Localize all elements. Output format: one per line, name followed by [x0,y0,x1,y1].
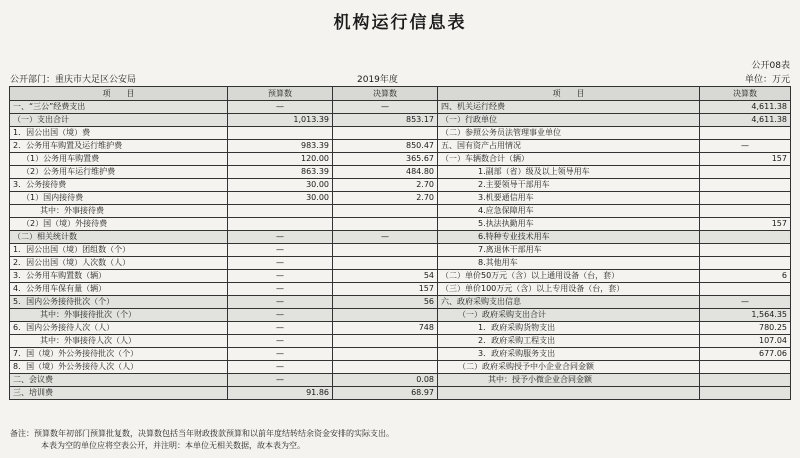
row-right-final [700,127,791,140]
row-right-item: 其中：授予小微企业合同金额 [438,374,700,387]
row-right-item: （一）行政单位 [438,114,700,127]
row-left-item: （2）公务用车运行维护费 [10,166,228,179]
page-title: 机构运行信息表 [333,13,467,33]
row-right-final [700,361,791,374]
table-row [10,218,791,231]
table-row [10,244,791,257]
row-right-item: 2.主要领导干部用车 [438,179,700,192]
unit-label: 单位：万元 [744,75,790,85]
row-left-item: 6．国内公务接待人次（人） [10,322,228,335]
table-row [10,231,791,244]
row-right-item [438,387,700,400]
table-row [10,361,791,374]
table-row [10,179,791,192]
row-right-final [700,283,791,296]
row-budget: — [228,309,333,322]
row-right-final: 157 [700,153,791,166]
table-row [10,166,791,179]
row-final: 853.17 [333,114,438,127]
department-label: 公开部门：重庆市大足区公安局 [10,75,137,85]
table-row [10,192,791,205]
row-budget [228,218,333,231]
row-final: — [333,231,438,244]
row-budget: 983.39 [228,140,333,153]
table-row [10,335,791,348]
table-row [10,374,791,387]
row-final: — [333,101,438,114]
row-right-final [700,374,791,387]
row-right-item: 1．政府采购货物支出 [438,322,700,335]
row-budget: — [228,322,333,335]
row-budget: — [228,257,333,270]
row-final [333,361,438,374]
row-final: 68.97 [333,387,438,400]
row-final [333,335,438,348]
row-final [333,257,438,270]
row-final [333,127,438,140]
row-right-item: 3.机要通信用车 [438,192,700,205]
row-right-final: 1,564.35 [700,309,791,322]
row-right-final: — [700,140,791,153]
table-row [10,127,791,140]
row-right-final: 4,611.38 [700,101,791,114]
row-left-item: 其中：外事接待费 [10,205,228,218]
row-left-item: 1．因公出国（境）费 [10,127,228,140]
row-final: 365.67 [333,153,438,166]
row-budget: — [228,348,333,361]
row-final: 2.70 [333,192,438,205]
row-final: 56 [333,296,438,309]
row-right-item: （二）参照公务员法管理事业单位 [438,127,700,140]
row-right-item: 四、机关运行经费 [438,101,700,114]
row-right-final [700,166,791,179]
row-budget: — [228,231,333,244]
row-left-item: 8．国（境）外公务接待人次（人） [10,361,228,374]
table-row [10,205,791,218]
row-left-item: 其中：外事接待人次（人） [10,335,228,348]
row-right-item: （三）单价100万元（含）以上专用设备（台，套） [438,283,700,296]
row-right-item: 六、政府采购支出信息 [438,296,700,309]
row-right-final: 6 [700,270,791,283]
row-budget: — [228,101,333,114]
row-budget: 1,013.39 [228,114,333,127]
row-final: 2.70 [333,179,438,192]
row-final: 748 [333,322,438,335]
table-header-row [10,87,791,101]
row-right-final: 4,611.38 [700,114,791,127]
row-right-final: 780.25 [700,322,791,335]
row-final: 0.08 [333,374,438,387]
row-budget: — [228,244,333,257]
row-left-item: （2）国（境）外接待费 [10,218,228,231]
row-final: 850.47 [333,140,438,153]
row-right-final: — [700,296,791,309]
row-left-item: 二、会议费 [10,374,228,387]
row-budget: — [228,296,333,309]
row-budget: 30.00 [228,192,333,205]
row-right-final [700,387,791,400]
row-right-item: 4.应急保障用车 [438,205,700,218]
row-budget: — [228,361,333,374]
row-right-final: 107.04 [700,335,791,348]
row-right-final: 677.06 [700,348,791,361]
row-right-item: （一）车辆数合计（辆） [438,153,700,166]
row-left-item: 一、“三公”经费支出 [10,101,228,114]
row-left-item: 3．公务接待费 [10,179,228,192]
row-right-item: 1.副部（省）级及以上领导用车 [438,166,700,179]
table-row [10,309,791,322]
row-left-item: 2．因公出国（境）人次数（人） [10,257,228,270]
row-left-item: （二）相关统计数 [10,231,228,244]
row-final [333,309,438,322]
row-left-item: 其中：外事接待批次（个） [10,309,228,322]
row-final [333,218,438,231]
table-row [10,270,791,283]
row-final [333,244,438,257]
row-right-item: 6.特种专业技术用车 [438,231,700,244]
header-final-right: 决算数 [700,87,791,101]
table-body [10,101,791,400]
table-row [10,257,791,270]
row-budget: — [228,374,333,387]
header-item: 项 目 [10,87,228,101]
row-right-item: （二）政府采购授予中小企业合同金额 [438,361,700,374]
row-budget: — [228,283,333,296]
table-row [10,348,791,361]
note-line-1: 备注：预算数年初部门预算批复数，决算数包括当年财政拨款预算和以前年度结转结余资金安排的实际支出。 [10,429,394,438]
row-left-item: 2．公务用车购置及运行维护费 [10,140,228,153]
row-right-final [700,192,791,205]
row-budget: 91.86 [228,387,333,400]
row-left-item: 1．因公出国（境）团组数（个） [10,244,228,257]
table-row [10,322,791,335]
table-row [10,283,791,296]
row-right-item: （一）政府采购支出合计 [438,309,700,322]
row-left-item: 3．公务用车购置数（辆） [10,270,228,283]
row-right-item: 五、国有资产占用情况 [438,140,700,153]
row-right-item: （二）单价50万元（含）以上通用设备（台，套） [438,270,700,283]
table-row [10,114,791,127]
table-row [10,153,791,166]
row-left-item: （1）国内接待费 [10,192,228,205]
row-left-item: （一）支出合计 [10,114,228,127]
header-item-right: 项 目 [438,87,700,101]
row-right-final: 157 [700,218,791,231]
row-budget [228,205,333,218]
row-budget: 863.39 [228,166,333,179]
row-right-item: 7.离退休干部用车 [438,244,700,257]
row-left-item: 三、培训费 [10,387,228,400]
row-budget: — [228,335,333,348]
row-left-item: 4．公务用车保有量（辆） [10,283,228,296]
row-budget: 30.00 [228,179,333,192]
row-left-item: （1）公务用车购置费 [10,153,228,166]
row-right-final [700,257,791,270]
row-right-final [700,205,791,218]
row-final: 157 [333,283,438,296]
table-row [10,296,791,309]
row-right-item: 5.执法执勤用车 [438,218,700,231]
row-right-item: 3．政府采购服务支出 [438,348,700,361]
row-final: 54 [333,270,438,283]
row-right-item: 2．政府采购工程支出 [438,335,700,348]
fiscal-year: 2019年度 [357,75,398,85]
header-final: 决算数 [333,87,438,101]
row-right-final [700,231,791,244]
table-row [10,387,791,400]
header-budget: 预算数 [228,87,333,101]
row-final [333,205,438,218]
table-row [10,101,791,114]
row-final: 484.80 [333,166,438,179]
form-number: 公开08表 [751,61,790,71]
row-right-item: 8.其他用车 [438,257,700,270]
row-right-final [700,179,791,192]
row-final [333,348,438,361]
note-line-2: 本表为空的单位应将空表公开，并注明：本单位无相关数据，故本表为空。 [41,441,305,450]
row-left-item: 7．国（境）外公务接待批次（个） [10,348,228,361]
row-budget: 120.00 [228,153,333,166]
table-row [10,140,791,153]
row-right-final [700,244,791,257]
row-budget: — [228,270,333,283]
row-budget [228,127,333,140]
info-table [9,86,791,400]
row-left-item: 5．国内公务接待批次（个） [10,296,228,309]
notes [10,428,394,452]
